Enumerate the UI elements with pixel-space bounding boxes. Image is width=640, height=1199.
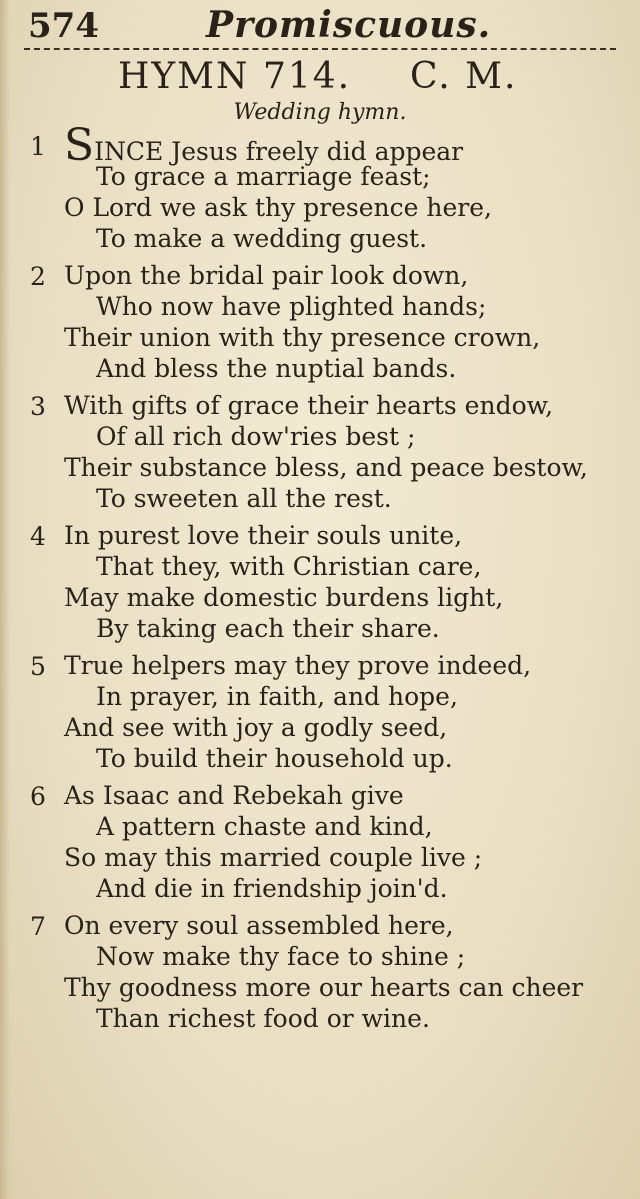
drop-cap: S bbox=[64, 120, 95, 171]
stanza-line: A pattern chaste and kind, bbox=[96, 812, 433, 841]
stanza-line: Their substance bless, and peace bestow, bbox=[64, 453, 588, 482]
hymn-occasion: Wedding hymn. bbox=[233, 100, 407, 125]
stanza-number: 3 bbox=[30, 392, 46, 421]
stanza-line: To make a wedding guest. bbox=[96, 224, 428, 253]
stanza-1 bbox=[0, 120, 640, 260]
stanza-line: On every soul assembled here, bbox=[64, 911, 454, 940]
hymn-meter: C. M. bbox=[410, 56, 518, 97]
stanza-line: To sweeten all the rest. bbox=[96, 484, 392, 513]
stanza-line: And bless the nuptial bands. bbox=[96, 354, 457, 383]
stanza-line: To grace a marriage feast; bbox=[96, 162, 431, 191]
stanza-line: Their union with thy presence crown, bbox=[64, 323, 541, 352]
stanza-7 bbox=[0, 910, 640, 1040]
stanza-6 bbox=[0, 780, 640, 910]
page-number: 574 bbox=[28, 6, 99, 46]
stanza-line: Of all rich dow'ries best ; bbox=[96, 422, 416, 451]
hymn-heading bbox=[118, 56, 558, 98]
stanza-line: Now make thy face to shine ; bbox=[96, 942, 466, 971]
stanza-line: O Lord we ask thy presence here, bbox=[64, 193, 492, 222]
stanza-5 bbox=[0, 650, 640, 780]
stanza-line: In purest love their souls unite, bbox=[64, 521, 463, 550]
stanza-2 bbox=[0, 260, 640, 390]
stanza-line: That they, with Christian care, bbox=[96, 552, 482, 581]
stanza-number: 4 bbox=[30, 522, 46, 551]
stanza-line: Upon the bridal pair look down, bbox=[64, 261, 469, 290]
stanza-number: 2 bbox=[30, 262, 46, 291]
header-rule bbox=[24, 48, 616, 50]
stanza-number: 5 bbox=[30, 652, 46, 681]
stanza-line: And die in friendship join'd. bbox=[96, 874, 448, 903]
stanza-line: So may this married couple live ; bbox=[64, 843, 483, 872]
stanza-line: True helpers may they prove indeed, bbox=[64, 651, 532, 680]
stanza-4 bbox=[0, 520, 640, 650]
stanza-line: With gifts of grace their hearts endow, bbox=[64, 391, 554, 420]
hymn-text bbox=[0, 120, 640, 1040]
stanza-number: 1 bbox=[30, 132, 46, 161]
stanza-line: As Isaac and Rebekah give bbox=[64, 781, 404, 810]
stanza-line: And see with joy a godly seed, bbox=[64, 713, 448, 742]
stanza-number: 6 bbox=[30, 782, 46, 811]
section-title: Promiscuous. bbox=[206, 4, 492, 46]
stanza-number: 7 bbox=[30, 912, 46, 941]
stanza-line: Thy goodness more our hearts can cheer bbox=[64, 973, 584, 1002]
stanza-line bbox=[64, 120, 464, 171]
stanza-3 bbox=[0, 390, 640, 520]
first-line-text: INCE Jesus freely did appear bbox=[94, 137, 464, 166]
stanza-line: Who now have plighted hands; bbox=[96, 292, 487, 321]
stanza-line: To build their household up. bbox=[96, 744, 453, 773]
stanza-line: May make domestic burdens light, bbox=[64, 583, 504, 612]
running-head bbox=[28, 4, 618, 44]
stanza-line: Than richest food or wine. bbox=[96, 1004, 430, 1033]
hymn-number: HYMN 714. bbox=[118, 56, 352, 97]
stanza-line: In prayer, in faith, and hope, bbox=[96, 682, 458, 711]
stanza-line: By taking each their share. bbox=[96, 614, 440, 643]
